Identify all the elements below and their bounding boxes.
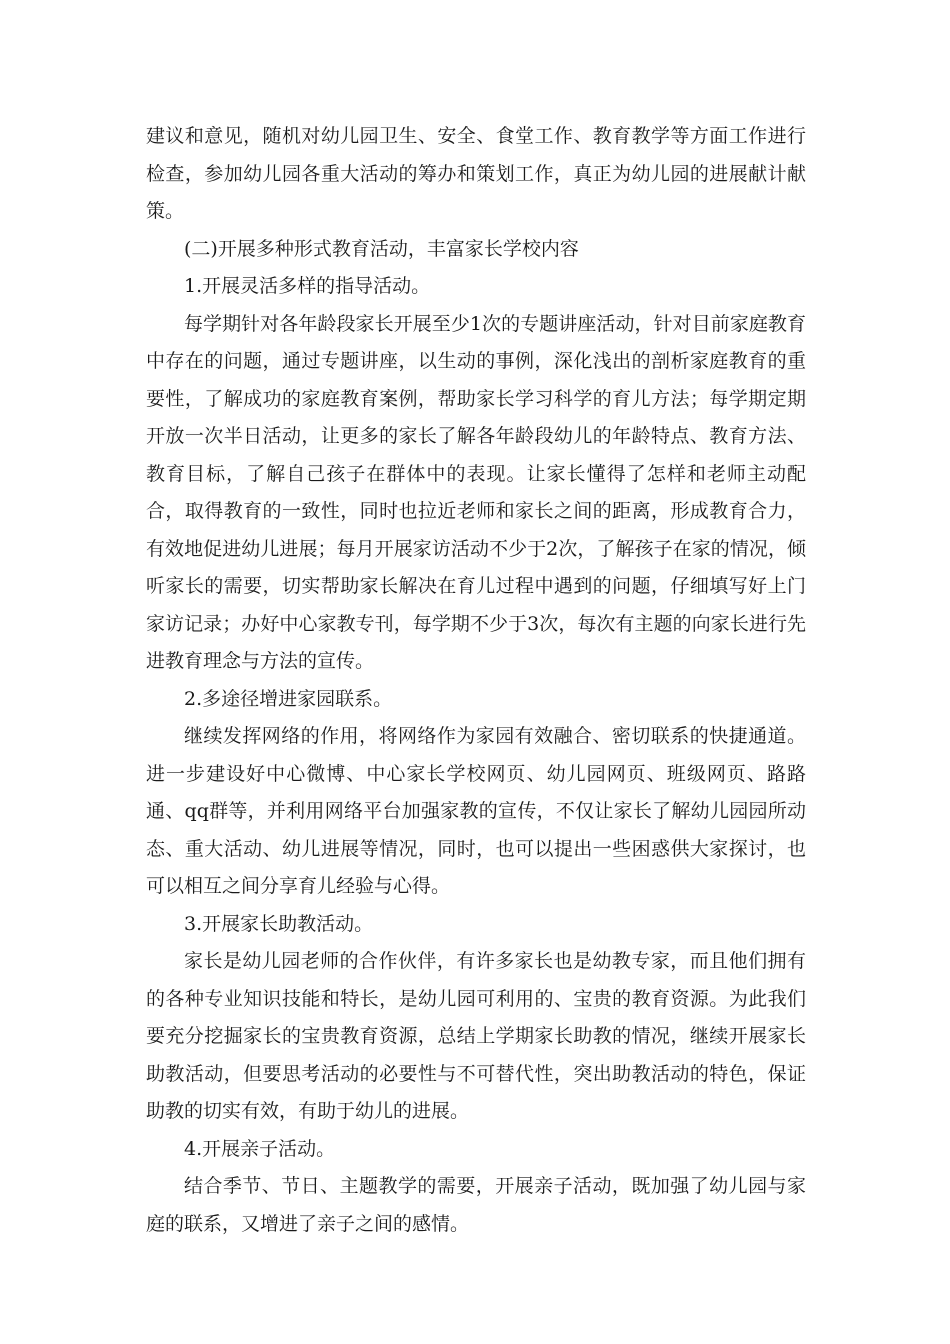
subsection-heading-2: 2.多途径增进家园联系。 bbox=[184, 687, 393, 710]
paragraph-parent-child: 结合季节、节日、主题教学的需要，开展亲子活动，既加强了幼儿园与家庭的联系，又增进了亲子之间的感情。 bbox=[146, 1175, 806, 1235]
paragraph-home-school-contact: 继续发挥网络的作用，将网络作为家园有效融合、密切联系的快捷通道。进一步建设好中心微博、中心家长学校网页、幼儿园网页、班级网页、路路通、qq群等，并利用网络平台加强家教的宣传，不仅让家长了解幼儿园园所动态、重大活动、幼儿进展等情况，同时，也可以提出一些困惑供大家探讨，也可以相互之间分享育儿经验与心得。 bbox=[146, 725, 806, 897]
paragraph-guidance-activities: 每学期针对各年龄段家长开展至少1次的专题讲座活动，针对目前家庭教育中存在的问题，通过专题讲座，以生动的事例，深化浅出的剖析家庭教育的重要性，了解成功的家庭教育案例，帮助家长学习科学的育儿方法；每学期定期开放一次半日活动，让更多的家长了解各年龄段幼儿的年龄特点、教育方法、教育目标，了解自己孩子在群体中的表现。让家长懂得了怎样和老师主动配合，取得教育的一致性，同时也拉近老师和家长之间的距离，形成教育合力，有效地促进幼儿进展；每月开展家访活动不少于2次，了解孩子在家的情况，倾听家长的需要，切实帮助家长解决在育儿过程中遇到的问题，仔细填写好上门家访记录；办好中心家教专刊，每学期不少于3次，每次有主题的向家长进行先进教育理念与方法的宣传。 bbox=[146, 312, 806, 672]
section-heading: (二)开展多种形式教育活动，丰富家长学校内容 bbox=[184, 237, 579, 260]
subsection-heading-4: 4.开展亲子活动。 bbox=[184, 1137, 336, 1160]
subsection-heading-1: 1.开展灵活多样的指导活动。 bbox=[184, 275, 431, 297]
paragraph-parent-assistant: 家长是幼儿园老师的合作伙伴，有许多家长也是幼教专家，而且他们拥有的各种专业知识技能和特长，是幼儿园可利用的、宝贵的教育资源。为此我们要充分挖掘家长的宝贵教育资源，总结上学期家长助教的情况，继续开展家长助教活动，但要思考活动的必要性与不可替代性，突出助教活动的特色，保证助教的切实有效，有助于幼儿的进展。 bbox=[146, 950, 806, 1122]
subsection-heading-3: 3.开展家长助教活动。 bbox=[184, 912, 374, 935]
paragraph-continuation: 建议和意见，随机对幼儿园卫生、安全、食堂工作、教育教学等方面工作进行检查，参加幼儿园各重大活动的筹办和策划工作，真正为幼儿园的进展献计献策。 bbox=[146, 125, 806, 222]
document-body bbox=[146, 118, 806, 1243]
